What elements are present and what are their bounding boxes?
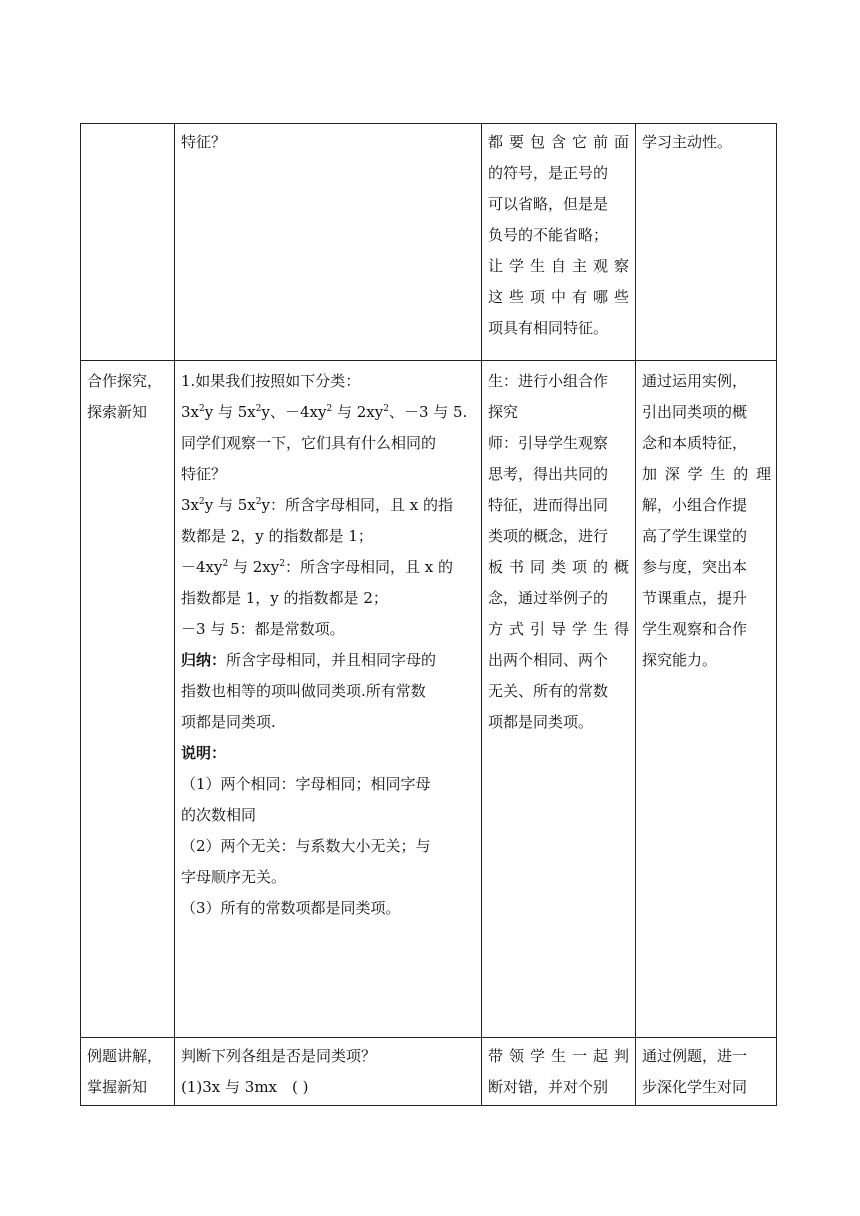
content-cell [174, 361, 481, 1037]
stage-line: 探索新知 [87, 403, 148, 421]
content-line: （3）所有的常数项都是同类项。 [181, 899, 401, 917]
activity-line: 的符号，是正号的 [488, 164, 609, 182]
content-line: 1.如果我们按照如下分类： [181, 372, 361, 390]
intent-line: 通过例题，进一 [642, 1047, 748, 1065]
summary-label: 归纳： [181, 651, 227, 669]
table-row [80, 1037, 777, 1106]
activity-line: 特征，进而得出同 [488, 496, 609, 514]
content-line: 特征？ [181, 133, 227, 151]
intent-line: 步深化学生对同 [642, 1078, 748, 1096]
intent-line: 解，小组合作提 [642, 496, 748, 514]
intent-line: 参与度，突出本 [642, 558, 748, 576]
intent-line: 加深学生的理 [642, 465, 771, 483]
stage-cell [81, 1038, 173, 1105]
intent-line: 高了学生课堂的 [642, 527, 748, 545]
activity-line: 探究 [488, 403, 519, 421]
activity-line: 板书同类项的概 [488, 558, 629, 576]
content-line: 特征？ [181, 465, 227, 483]
content-line: (1)3x 与 3mx ( ) [181, 1078, 309, 1096]
activity-line: 念，通过举例子的 [488, 589, 609, 607]
content-line: $3x^2y$ 与 $5x^2y$、$-4xy^2$ 与 $2xy^2$、－3 与 5. [181, 403, 468, 421]
intent-line: 节课重点，提升 [642, 589, 748, 607]
activity-line: 生：进行小组合作 [488, 372, 609, 390]
activity-line: 让学生自主观察 [488, 257, 629, 275]
content-line: $-4xy^2$ 与 $2xy^2$：所含字母相同，且 x 的 [181, 558, 453, 576]
activity-line: 无关、所有的常数 [488, 682, 609, 700]
intent-line: 通过运用实例， [642, 372, 748, 390]
activity-line: 方式引导学生得 [488, 620, 629, 638]
activity-cell [481, 1038, 635, 1105]
intent-cell [635, 124, 777, 360]
activity-cell [481, 361, 635, 1037]
content-line: 项都是同类项. [181, 713, 276, 731]
content-line: 字母顺序无关。 [181, 868, 287, 886]
lesson-plan-table [80, 123, 777, 1106]
content-line: （1）两个相同：字母相同；相同字母 [181, 775, 431, 793]
intent-line: 探究能力。 [642, 651, 718, 669]
activity-line: 可以省略，但是是 [488, 195, 609, 213]
stage-cell [81, 124, 173, 360]
content-line: 归纳：所含字母相同，并且相同字母的 [181, 651, 437, 669]
content-line: 数都是 2，y 的指数都是 1； [181, 527, 373, 545]
stage-line: 例题讲解， [87, 1047, 163, 1065]
content-cell [174, 124, 481, 360]
stage-line: 合作探究， [87, 372, 163, 390]
stage-line: 掌握新知 [87, 1078, 148, 1096]
content-line: 指数也相等的项叫做同类项.所有常数 [181, 682, 426, 700]
table-row [80, 123, 777, 360]
activity-line: 师：引导学生观察 [488, 434, 609, 452]
activity-line: 负号的不能省略； [488, 226, 609, 244]
stage-cell [81, 361, 173, 1037]
activity-line: 类项的概念，进行 [488, 527, 609, 545]
activity-line: 思考，得出共同的 [488, 465, 609, 483]
content-line: 指数都是 1，y 的指数都是 2； [181, 589, 388, 607]
content-line: 同学们观察一下，它们具有什么相同的 [181, 434, 437, 452]
note-label: 说明： [181, 744, 227, 762]
intent-cell [635, 361, 777, 1037]
activity-line: 带领学生一起判 [488, 1047, 629, 1065]
content-line: 判断下列各组是否是同类项？ [181, 1047, 377, 1065]
intent-line: 学生观察和合作 [642, 620, 748, 638]
intent-line: 学习主动性。 [642, 133, 733, 151]
content-line: （2）两个无关：与系数大小无关；与 [181, 837, 431, 855]
activity-line: 项都是同类项。 [488, 713, 594, 731]
activity-line: 断对错，并对个别 [488, 1078, 609, 1096]
activity-line: 出两个相同、两个 [488, 651, 609, 669]
activity-line: 这些项中有哪些 [488, 288, 629, 306]
intent-line: 念和本质特征， [642, 434, 748, 452]
activity-line: 都要包含它前面 [488, 133, 629, 151]
activity-cell [481, 124, 635, 360]
intent-cell [635, 1038, 777, 1105]
content-line: －3 与 5：都是常数项。 [181, 620, 345, 638]
table-row [80, 360, 777, 1037]
intent-line: 引出同类项的概 [642, 403, 748, 421]
content-cell [174, 1038, 481, 1105]
activity-line: 项具有相同特征。 [488, 319, 609, 337]
content-line: $3x^2y$ 与 $5x^2y$：所含字母相同，且 x 的指 [181, 496, 453, 514]
content-line: 的次数相同 [181, 806, 257, 824]
